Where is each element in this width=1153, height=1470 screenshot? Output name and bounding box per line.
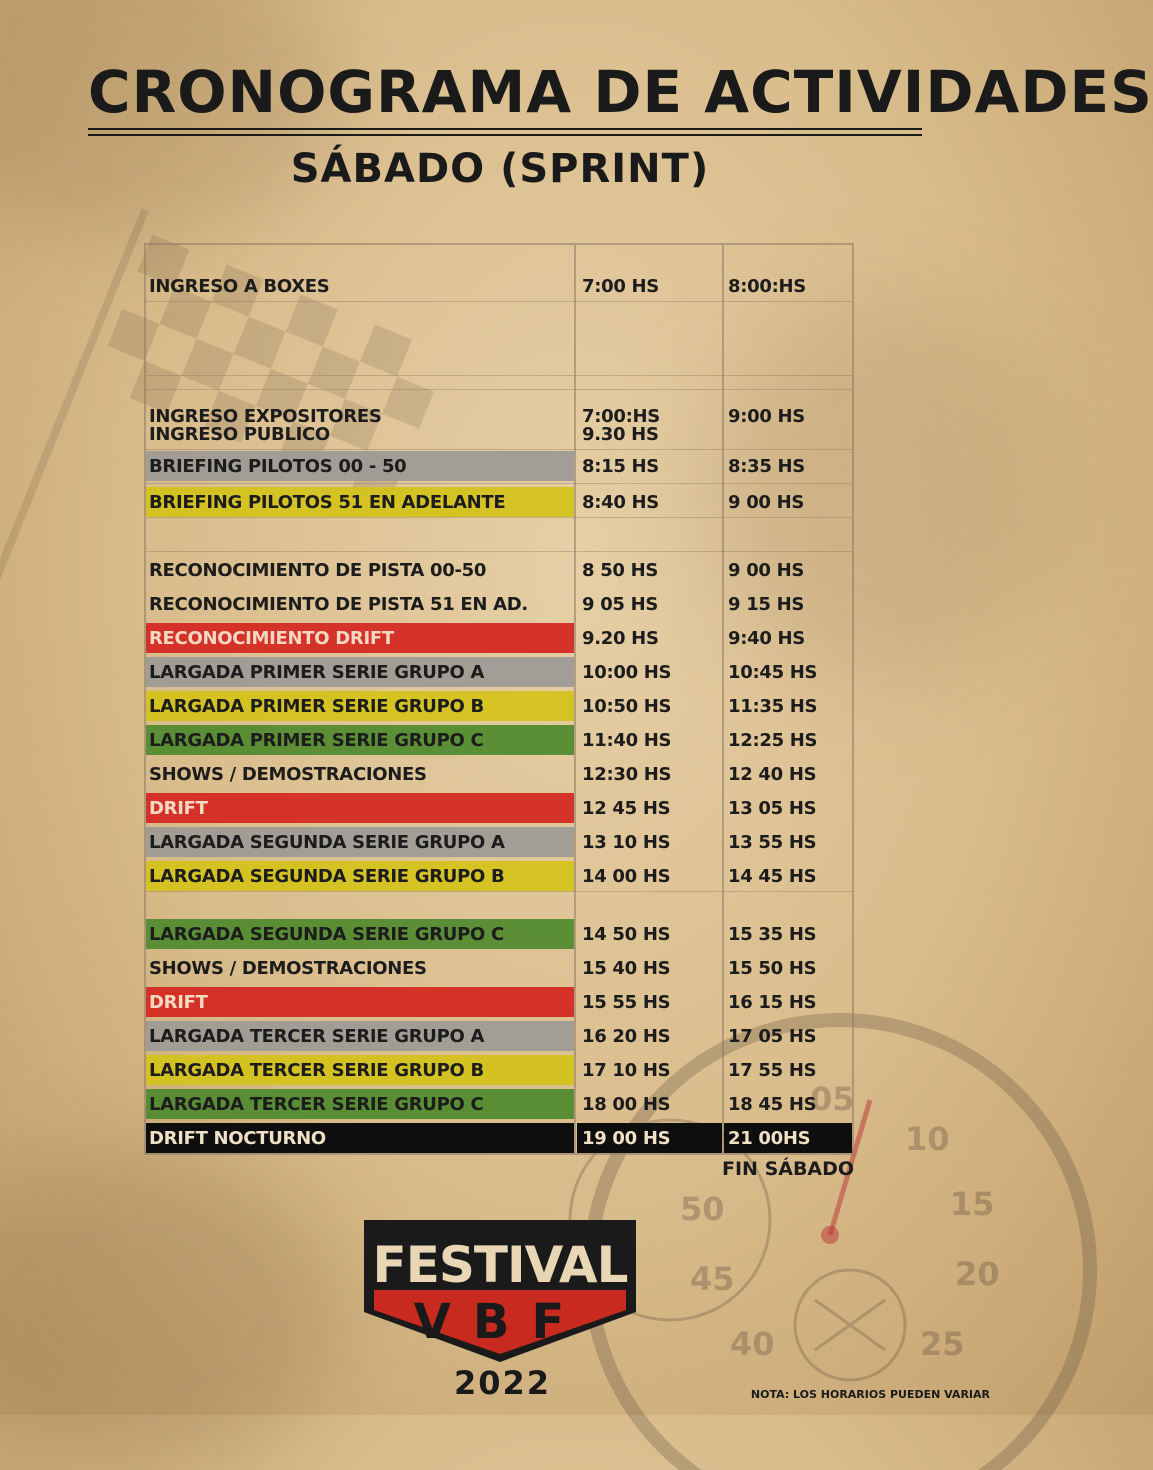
schedule-row bbox=[146, 823, 852, 857]
end-time: 9:40 HS bbox=[728, 628, 805, 649]
activity-name: RECONOCIMIENTO DE PISTA 51 EN AD. bbox=[149, 594, 528, 615]
gauge-number: 25 bbox=[920, 1325, 965, 1363]
schedule-row bbox=[146, 483, 852, 517]
schedule-row bbox=[146, 1085, 852, 1119]
start-time: 14 50 HS bbox=[582, 924, 671, 945]
page-title: CRONOGRAMA DE ACTIVIDADES bbox=[88, 58, 1153, 126]
end-time: 8:35 HS bbox=[728, 456, 805, 477]
end-time: 8:00:HS bbox=[728, 276, 806, 297]
start-time: 8 50 HS bbox=[582, 560, 659, 581]
start-time: 15 40 HS bbox=[582, 958, 671, 979]
end-time: 9 15 HS bbox=[728, 594, 805, 615]
activity-name: LARGADA TERCER SERIE GRUPO C bbox=[149, 1094, 484, 1115]
activity-name: LARGADA PRIMER SERIE GRUPO B bbox=[149, 696, 484, 717]
end-time: 15 50 HS bbox=[728, 958, 817, 979]
activity-name: RECONOCIMIENTO DE PISTA 00-50 bbox=[149, 560, 487, 581]
activity-name: LARGADA PRIMER SERIE GRUPO A bbox=[149, 662, 485, 683]
end-label: FIN SÁBADO bbox=[722, 1158, 855, 1180]
start-time: 16 20 HS bbox=[582, 1026, 671, 1047]
activity-name: RECONOCIMIENTO DRIFT bbox=[149, 628, 394, 649]
end-time: 9:00 HS bbox=[728, 406, 805, 427]
schedule-row bbox=[146, 789, 852, 823]
activity-name: LARGADA SEGUNDA SERIE GRUPO B bbox=[149, 866, 505, 887]
end-time bbox=[724, 389, 852, 449]
end-time: 13 05 HS bbox=[728, 798, 817, 819]
activity-name: LARGADA SEGUNDA SERIE GRUPO C bbox=[149, 924, 504, 945]
event-year: 2022 bbox=[453, 1364, 552, 1402]
start-time: 12 45 HS bbox=[582, 798, 671, 819]
end-time: 12 40 HS bbox=[728, 764, 817, 785]
gauge-number: 10 bbox=[905, 1120, 950, 1158]
schedule-row bbox=[146, 721, 852, 755]
start-time: 13 10 HS bbox=[582, 832, 671, 853]
activity-name: LARGADA TERCER SERIE GRUPO A bbox=[149, 1026, 485, 1047]
start-time: 12:30 HS bbox=[582, 764, 672, 785]
start-time: 18 00 HS bbox=[582, 1094, 671, 1115]
schedule-row bbox=[146, 449, 852, 481]
start-time: 9.20 HS bbox=[582, 628, 659, 649]
schedule-row bbox=[146, 949, 852, 983]
gauge-number: 20 bbox=[955, 1255, 1000, 1293]
end-time: 11:35 HS bbox=[728, 696, 818, 717]
end-time: 17 55 HS bbox=[728, 1060, 817, 1081]
schedule-row bbox=[146, 983, 852, 1017]
schedule-table bbox=[144, 243, 854, 1155]
activity-name: BRIEFING PILOTOS 51 EN ADELANTE bbox=[149, 492, 506, 513]
start-time: 9 05 HS bbox=[582, 594, 659, 615]
schedule-row bbox=[146, 619, 852, 653]
paper-stain bbox=[0, 1150, 340, 1470]
title-rule bbox=[88, 128, 922, 130]
page-subtitle: SÁBADO (SPRINT) bbox=[290, 146, 710, 192]
end-time: 21 00HS bbox=[728, 1128, 811, 1149]
activity-name: DRIFT bbox=[149, 992, 208, 1013]
schedule-row bbox=[146, 857, 852, 891]
gauge-number: 15 bbox=[950, 1185, 995, 1223]
schedule-row bbox=[146, 1119, 852, 1153]
start-time: 7:00 HS bbox=[582, 276, 659, 297]
activity-name: SHOWS / DEMOSTRACIONES bbox=[149, 764, 427, 785]
schedule-row bbox=[146, 653, 852, 687]
activity-name: INGRESO A BOXES bbox=[149, 276, 330, 297]
activity-name: BRIEFING PILOTOS 00 - 50 bbox=[149, 456, 407, 477]
schedule-row bbox=[146, 755, 852, 789]
schedule-note: NOTA: LOS HORARIOS PUEDEN VARIAR bbox=[750, 1388, 990, 1401]
start-time: 7:00:HS bbox=[582, 406, 660, 427]
start-time: 11:40 HS bbox=[582, 730, 672, 751]
schedule-row bbox=[146, 517, 852, 585]
end-time: 9 00 HS bbox=[728, 492, 805, 513]
end-time: 10:45 HS bbox=[728, 662, 818, 683]
start-time: 14 00 HS bbox=[582, 866, 671, 887]
gauge-number: 40 bbox=[730, 1325, 775, 1363]
logo-festival-text: FESTIVAL bbox=[372, 1236, 628, 1294]
end-time: 14 45 HS bbox=[728, 866, 817, 887]
end-time: 16 15 HS bbox=[728, 992, 817, 1013]
start-time: 9.30 HS bbox=[582, 424, 659, 445]
end-time: 18 45 HS bbox=[728, 1094, 817, 1115]
activity-name: DRIFT NOCTURNO bbox=[149, 1128, 326, 1149]
end-time: 9 00 HS bbox=[728, 560, 805, 581]
activity-name: INGRESO EXPOSITORES bbox=[149, 406, 382, 427]
start-time: 15 55 HS bbox=[582, 992, 671, 1013]
schedule-row bbox=[146, 585, 852, 619]
schedule-row bbox=[146, 891, 852, 949]
title-rule bbox=[88, 134, 922, 136]
end-time: 15 35 HS bbox=[728, 924, 817, 945]
festival-vbf-logo bbox=[364, 1220, 636, 1362]
activity-name: LARGADA TERCER SERIE GRUPO B bbox=[149, 1060, 484, 1081]
schedule-row bbox=[146, 245, 852, 301]
activity-name: SHOWS / DEMOSTRACIONES bbox=[149, 958, 427, 979]
start-time: 8:40 HS bbox=[582, 492, 659, 513]
end-time: 13 55 HS bbox=[728, 832, 817, 853]
activity-name: INGRESO PUBLICO bbox=[149, 424, 330, 445]
schedule-row bbox=[146, 1017, 852, 1051]
end-time: 12:25 HS bbox=[728, 730, 818, 751]
start-time: 19 00 HS bbox=[582, 1128, 671, 1149]
schedule-row bbox=[146, 389, 852, 449]
schedule-row bbox=[146, 687, 852, 721]
logo-vbf-text: VBF bbox=[413, 1294, 587, 1350]
activity-name: LARGADA PRIMER SERIE GRUPO C bbox=[149, 730, 484, 751]
start-time: 10:00 HS bbox=[582, 662, 672, 683]
gauge-number: 45 bbox=[690, 1260, 735, 1298]
gauge-number: 50 bbox=[680, 1190, 725, 1228]
start-time: 8:15 HS bbox=[582, 456, 659, 477]
start-time: 10:50 HS bbox=[582, 696, 672, 717]
activity-name: DRIFT bbox=[149, 798, 208, 819]
activity-name: LARGADA SEGUNDA SERIE GRUPO A bbox=[149, 832, 505, 853]
end-time: 17 05 HS bbox=[728, 1026, 817, 1047]
schedule-row bbox=[146, 1051, 852, 1085]
start-time: 17 10 HS bbox=[582, 1060, 671, 1081]
gauge-number: 05 bbox=[810, 1080, 855, 1118]
